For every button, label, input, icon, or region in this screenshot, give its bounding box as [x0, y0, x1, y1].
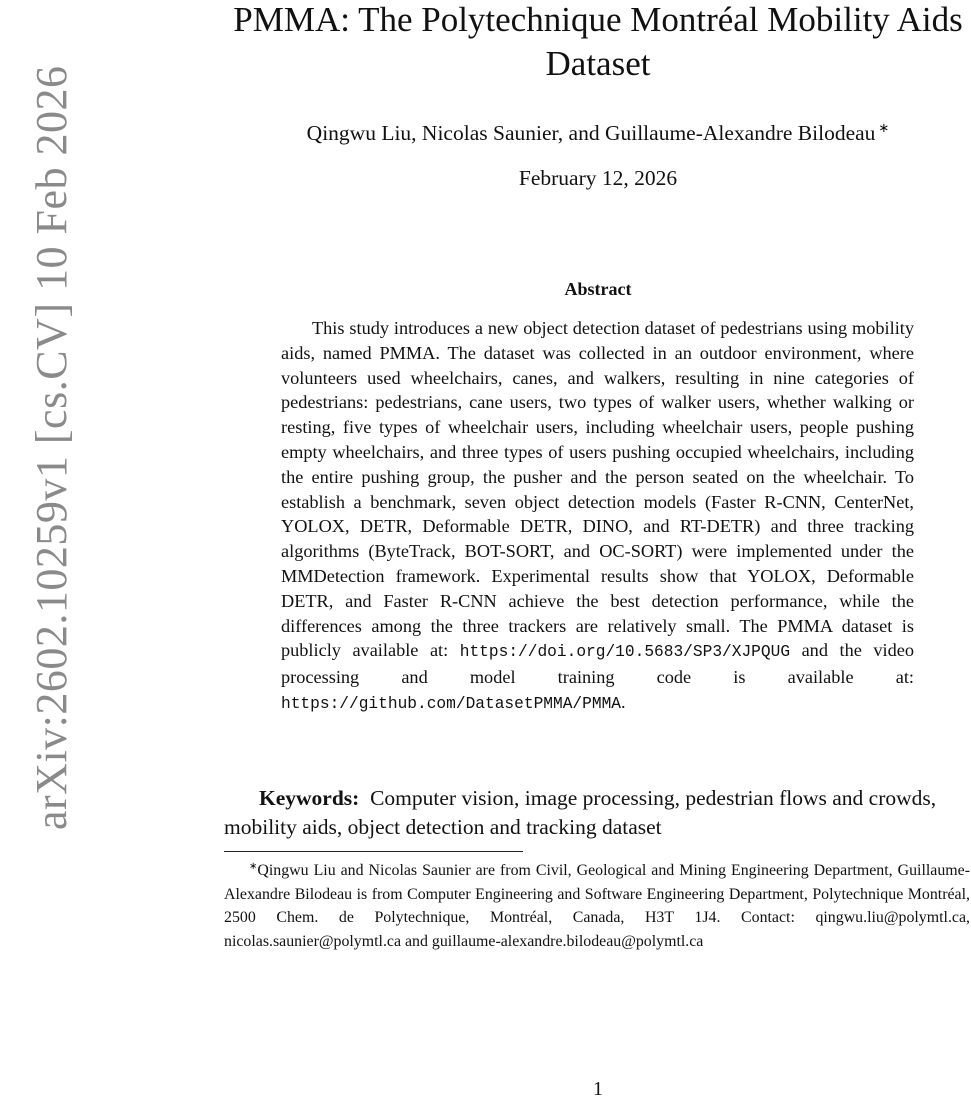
abstract-end-text: .	[621, 691, 626, 712]
code-link[interactable]: https://github.com/DatasetPMMA/PMMA	[281, 694, 621, 713]
dataset-link[interactable]: https://doi.org/10.5683/SP3/XJPQUG	[459, 643, 791, 662]
author-names: Qingwu Liu, Nicolas Saunier, and Guillaume-Alexandre Bilodeau	[306, 121, 876, 145]
abstract-text: This study introduces a new object detection dataset of pedestrians using mobility aids, named PMMA. The dataset was collected in an outdoor environment, where volunteers used wheelchairs, canes, and walkers, resulting in nine categories of pedestrians: pedestrians, cane users, two types of walker users, whether walking or resting, five types of wheelchair users, including wheelchair users, people pushing empty wheelchairs, and three types of users pushing occupied wheelchairs, including the entire pushing group, the pusher and the person seated on the wheelchair. To establish a benchmark, seven object detection models (Faster R-CNN, CenterNet, YOLOX, DETR, Deformable DETR, DINO, and RT-DETR) and three tracking algorithms (ByteTrack, BOT-SORT, and OC-SORT) were implemented under the MMDetection framework. Experimental results show that YOLOX, Deformable DETR, and Faster R-CNN achieve the best detection performance, while the differences among the three trackers are relatively small. The PMMA dataset is publicly available at:	[281, 318, 914, 661]
keywords-section	[224, 784, 971, 841]
publication-date: February 12, 2026	[518, 166, 678, 190]
abstract-body	[281, 316, 914, 717]
arxiv-identifier-stamp: arXiv:2602.10259v1 [cs.CV] 10 Feb 2026	[27, 65, 76, 830]
author-footnote-mark[interactable]: ∗	[878, 120, 890, 135]
footnote-text: Qingwu Liu and Nicolas Saunier are from Civil, Geological and Mining Engineering Department, Guillaume-Alexandre Bilodeau is from Computer Engineering and Software Engineering Department, Polytechnique Montréal, 2500 Chem. de Polytechnique, Montréal, Canada, H3T 1J4. Contact: qingwu.liu@polymtl.ca, nicolas.saunier@polymtl.ca and guillaume-alexandre.bilodeau@polymtl.ca	[224, 862, 970, 950]
author-list	[224, 114, 971, 147]
abstract-middle-text: and the video processing and model training code is available at:	[281, 640, 914, 688]
footnote-mark: ∗	[249, 861, 258, 872]
keywords-label: Keywords:	[259, 786, 360, 810]
abstract-heading: Abstract	[564, 279, 632, 299]
page-number: 1	[593, 1078, 603, 1100]
footnote	[224, 855, 970, 953]
footnote-divider	[224, 851, 523, 852]
keywords-text: Computer vision, image processing, pedestrian flows and crowds, mobility aids, object detection and tracking dataset	[224, 786, 937, 839]
paper-title: PMMA: The Polytechnique Montréal Mobility Aids Dataset	[233, 0, 963, 83]
